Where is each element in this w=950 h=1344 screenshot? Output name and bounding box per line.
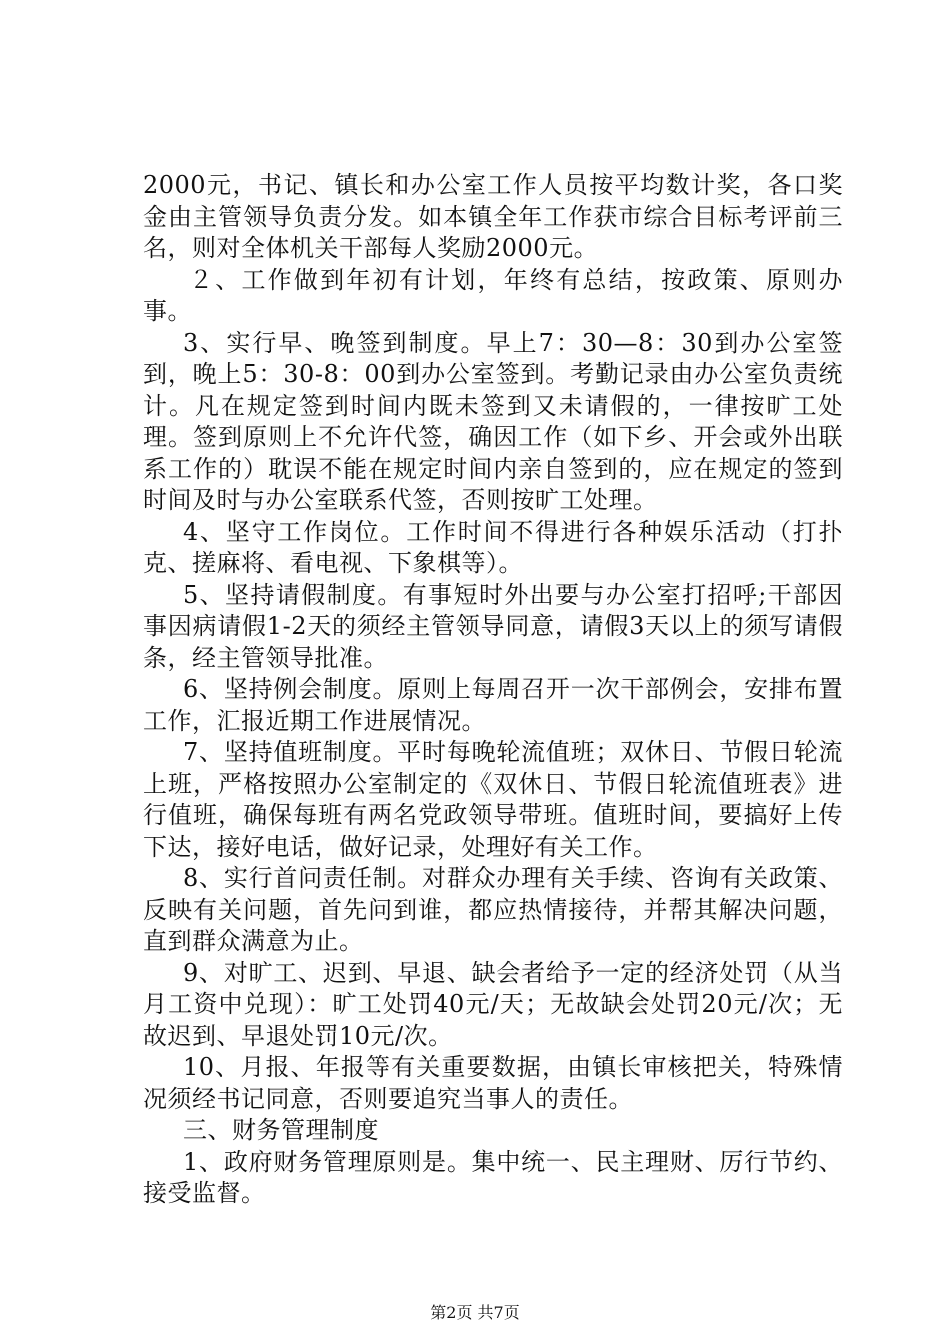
paragraph-item-8: 8、实行首问责任制。对群众办理有关手续、咨询有关政策、反映有关问题，首先问到谁，都应热情接待，并帮其解决问题，直到群众满意为止。 xyxy=(143,864,843,955)
paragraph-item-3: 3、实行早、晚签到制度。早上7：30—8：30到办公室签到，晚上5：30-8：00到办公室签到。考勤记录由办公室负责统计。凡在规定签到时间内既未签到又未请假的，一律按旷工处理。签到原则上不允许代签，确因工作（如下乡、开会或外出联系工作的）耽误不能在规定时间内亲自签到的，应在规定的签到时间及时与办公室联系代签，否则按旷工处理。 xyxy=(143,328,843,514)
paragraph-item-6: 6、坚持例会制度。原则上每周召开一次干部例会，安排布置工作，汇报近期工作进展情况。 xyxy=(143,675,843,735)
section-heading-finance: 三、财务管理制度 xyxy=(183,1116,379,1144)
page-number-footer: 第2页 共7页 xyxy=(430,1303,520,1322)
paragraph-item-9: 9、对旷工、迟到、早退、缺会者给予一定的经济处罚（从当月工资中兑现）：旷工处罚40元/天；无故缺会处罚20元/次；无故迟到、早退处罚10元/次。 xyxy=(143,958,843,1050)
paragraph-finance-item-1: 1、政府财务管理原则是。集中统一、民主理财、厉行节约、接受监督。 xyxy=(143,1147,843,1207)
document-body xyxy=(143,170,843,1210)
paragraph-item-5: 5、坚持请假制度。有事短时外出要与办公室打招呼;干部因事因病请假1-2天的须经主管领导同意，请假3天以上的须写请假条，经主管领导批准。 xyxy=(143,580,843,672)
paragraph-item-10: 10、月报、年报等有关重要数据，由镇长审核把关，特殊情况须经书记同意，否则要追究当事人的责任。 xyxy=(143,1053,843,1113)
paragraph-item-7: 7、坚持值班制度。平时每晚轮流值班；双休日、节假日轮流上班，严格按照办公室制定的《双休日、节假日轮流值班表》进行值班，确保每班有两名党政领导带班。值班时间，要搞好上传下达，接好电话，做好记录，处理好有关工作。 xyxy=(143,738,843,861)
paragraph-item-2: ２、工作做到年初有计划，年终有总结，按政策、原则办事。 xyxy=(143,265,843,325)
paragraph-item-4: 4、坚守工作岗位。工作时间不得进行各种娱乐活动（打扑克、搓麻将、看电视、下象棋等）。 xyxy=(143,517,843,577)
paragraph-continuation: 2000元，书记、镇长和办公室工作人员按平均数计奖，各口奖金由主管领导负责分发。如本镇全年工作获市综合目标考评前三名，则对全体机关干部每人奖励2000元。 xyxy=(143,171,843,262)
